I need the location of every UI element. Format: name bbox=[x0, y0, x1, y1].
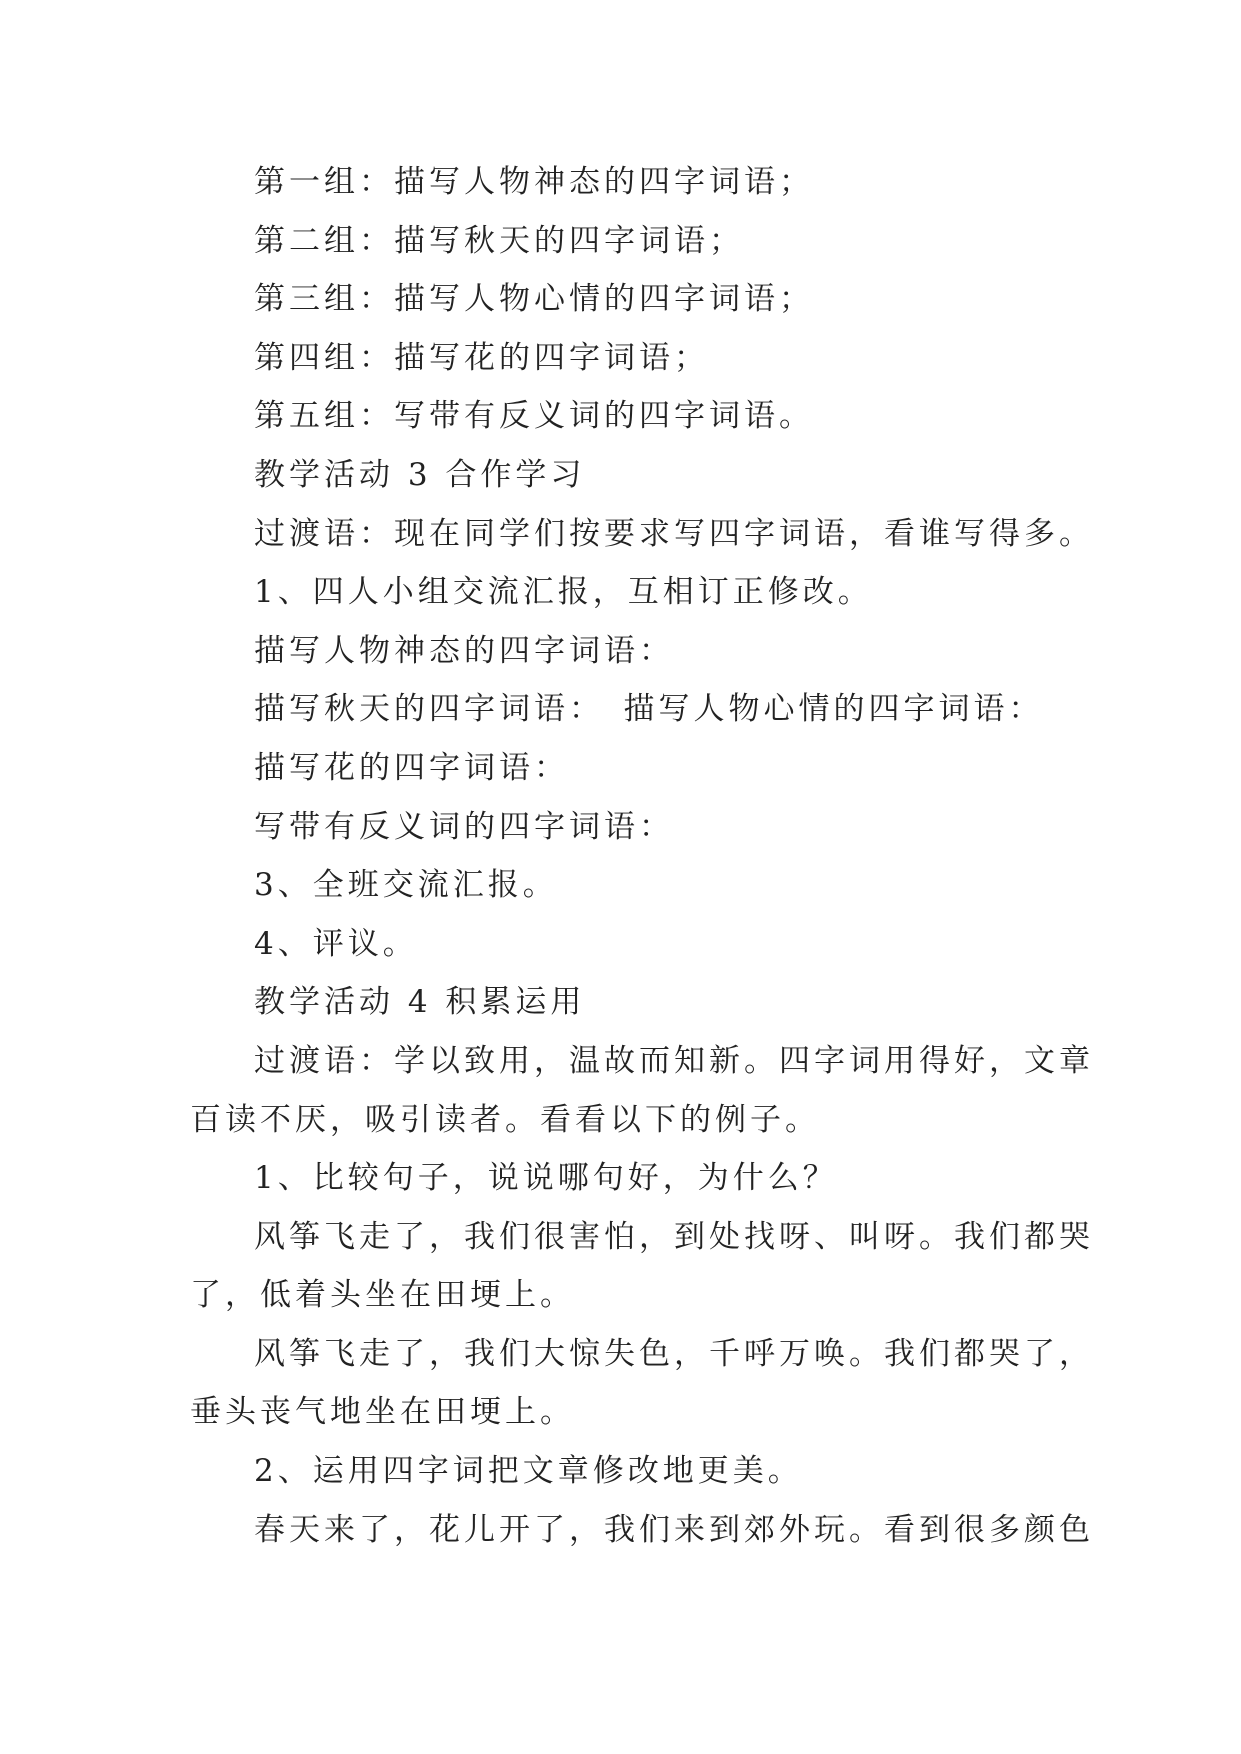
paragraph-line: 第三组：描写人物心情的四字词语； bbox=[254, 281, 814, 318]
section-heading: 教学活动 3 合作学习 bbox=[254, 456, 586, 493]
paragraph-line: 过渡语：现在同学们按要求写四字词语，看谁写得多。 bbox=[254, 515, 1094, 552]
paragraph-line: 第五组：写带有反义词的四字词语。 bbox=[254, 398, 814, 435]
paragraph-line: 风筝飞走了，我们大惊失色，千呼万唤。我们都哭了， bbox=[254, 1335, 1094, 1372]
paragraph-line: 春天来了，花儿开了，我们来到郊外玩。看到很多颜色 bbox=[254, 1511, 1094, 1548]
paragraph-line: 百读不厌，吸引读者。看看以下的例子。 bbox=[190, 1101, 820, 1138]
paragraph-line: 1、四人小组交流汇报，互相订正修改。 bbox=[254, 574, 873, 611]
section-heading: 教学活动 4 积累运用 bbox=[254, 984, 586, 1021]
document-body bbox=[190, 153, 1094, 1559]
paragraph-line: 3、全班交流汇报。 bbox=[254, 867, 558, 904]
paragraph-line: 了，低着头坐在田埂上。 bbox=[190, 1277, 575, 1314]
paragraph-line: 描写秋天的四字词语： 描写人物心情的四字词语： bbox=[254, 691, 1044, 728]
paragraph-line: 4、评议。 bbox=[254, 925, 418, 962]
paragraph-line: 第四组：描写花的四字词语； bbox=[254, 339, 709, 376]
paragraph-line: 1、比较句子，说说哪句好，为什么？ bbox=[254, 1160, 838, 1197]
paragraph-line: 描写花的四字词语： bbox=[254, 749, 569, 786]
paragraph-line: 第二组：描写秋天的四字词语； bbox=[254, 222, 744, 259]
paragraph-line: 风筝飞走了，我们很害怕，到处找呀、叫呀。我们都哭 bbox=[254, 1218, 1094, 1255]
paragraph-line: 垂头丧气地坐在田埂上。 bbox=[190, 1394, 575, 1431]
paragraph-line: 2、运用四字词把文章修改地更美。 bbox=[254, 1453, 803, 1490]
paragraph-line: 过渡语：学以致用，温故而知新。四字词用得好，文章 bbox=[254, 1042, 1094, 1079]
paragraph-line: 第一组：描写人物神态的四字词语； bbox=[254, 164, 814, 200]
paragraph-line: 描写人物神态的四字词语： bbox=[254, 632, 674, 669]
paragraph-line: 写带有反义词的四字词语： bbox=[254, 808, 674, 845]
